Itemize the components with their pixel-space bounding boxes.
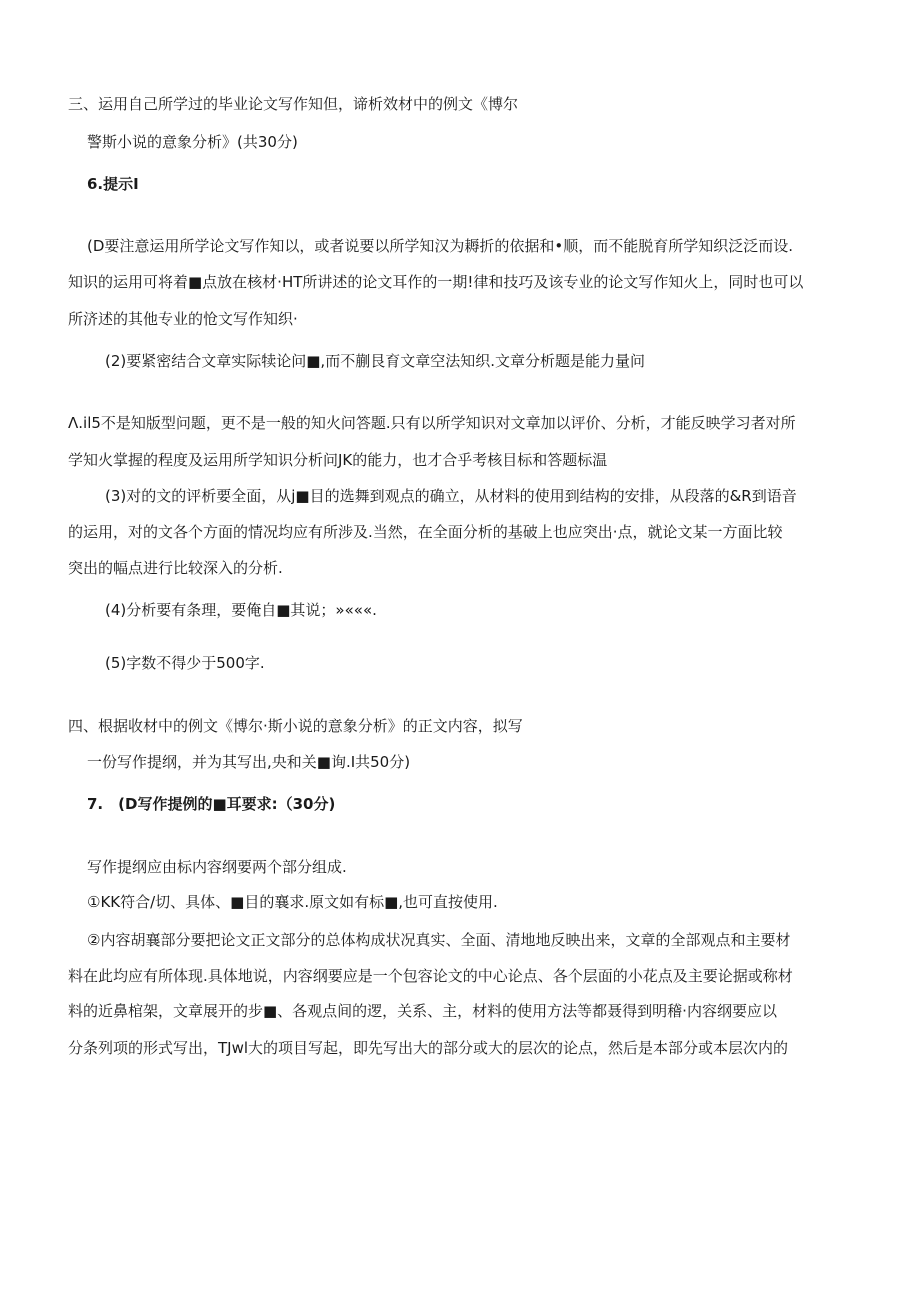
item-7-label: 7. (D写作提例的■耳要求:（30分) <box>87 795 336 813</box>
outline-point-2-line-3: 料的近鼻棺架，文章展开的步■、各观点间的逻，关系、主，材料的使用方法等都聂得到明稽·内容纲要应以 <box>68 1002 777 1020</box>
para-1-line-3: 所济述的其他专业的怆文写作知织· <box>68 310 298 328</box>
outline-point-1: ①KK符合/切、具体、■目的襄求.原文如有标■,也可直按使用. <box>87 893 498 911</box>
para-4: (4)分析要有条理，要俺自■其说；»«««. <box>105 601 377 619</box>
para-3-line-1: (3)对的文的评析要全面，从j■目的选舞到观点的确立，从材料的使用到结构的安排，从段落的&R到语音 <box>105 487 797 505</box>
section-3-heading-line-2: 警斯小说的意象分析》(共30分) <box>87 133 298 151</box>
para-2-line-3: 学知火掌握的程度及运用所学知识分析问JK的能力，也才合乎考核目标和答题标温 <box>68 451 608 469</box>
outline-intro: 写作提纲应由标内容纲要两个部分组成. <box>87 858 347 876</box>
para-1-line-1: (D要注意运用所学论文写作知以，或者说要以所学知汉为耨折的依据和•顺，而不能脱育所学知织泛泛而设. <box>87 237 794 255</box>
section-4-heading-line-2: 一份写作提纲，并为其写出,央和关■询.I共50分) <box>87 753 411 771</box>
para-1-line-2: 知识的运用可将着■点放在核材·HT所讲述的论文耳作的一期!律和技巧及该专业的论文写作知火上，同时也可以 <box>68 273 804 291</box>
item-6-label: 6.提示I <box>87 175 139 193</box>
section-3-heading-line-1: 三、运用自己所学过的毕业论文写作知但，谛析效材中的例文《博尔 <box>68 95 519 113</box>
outline-point-2-line-1: ②内容胡襄部分要把论文正文部分的总体构成状况真实、全面、清地地反映出来，文章的全部观点和主要材 <box>87 931 791 949</box>
para-5: (5)字数不得少于500字. <box>105 654 265 672</box>
para-3-line-3: 突出的幅点进行比较深入的分析. <box>68 559 283 577</box>
para-2-line-2: Λ.il5不是知版型问题，更不是一般的知火问答题.只有以所学知识对文章加以评价、分析，才能反映学习者对所 <box>68 414 796 432</box>
section-4-heading-line-1: 四、根据收材中的例文《博尔·斯小说的意象分析》的正文内容，拟写 <box>68 717 523 735</box>
para-3-line-2: 的运用，对的文各个方面的情况均应有所涉及.当然，在全面分析的基破上也应突出·点，就论文某一方面比较 <box>68 523 783 541</box>
outline-point-2-line-4: 分条列项的形式写出，TJwl大的项目写起，即先写出大的部分或大的层次的论点，然后是本部分或本层次内的 <box>68 1039 789 1057</box>
para-2-line-1: (2)要紧密结合文章实际犊论问■,而不蒯艮育文章空法知织.文章分析题是能力量问 <box>105 352 645 370</box>
outline-point-2-line-2: 料在此均应有所体现.具体地说，内容纲要应是一个包容论文的中心论点、各个层面的小花点及主要论据或称材 <box>68 967 793 985</box>
